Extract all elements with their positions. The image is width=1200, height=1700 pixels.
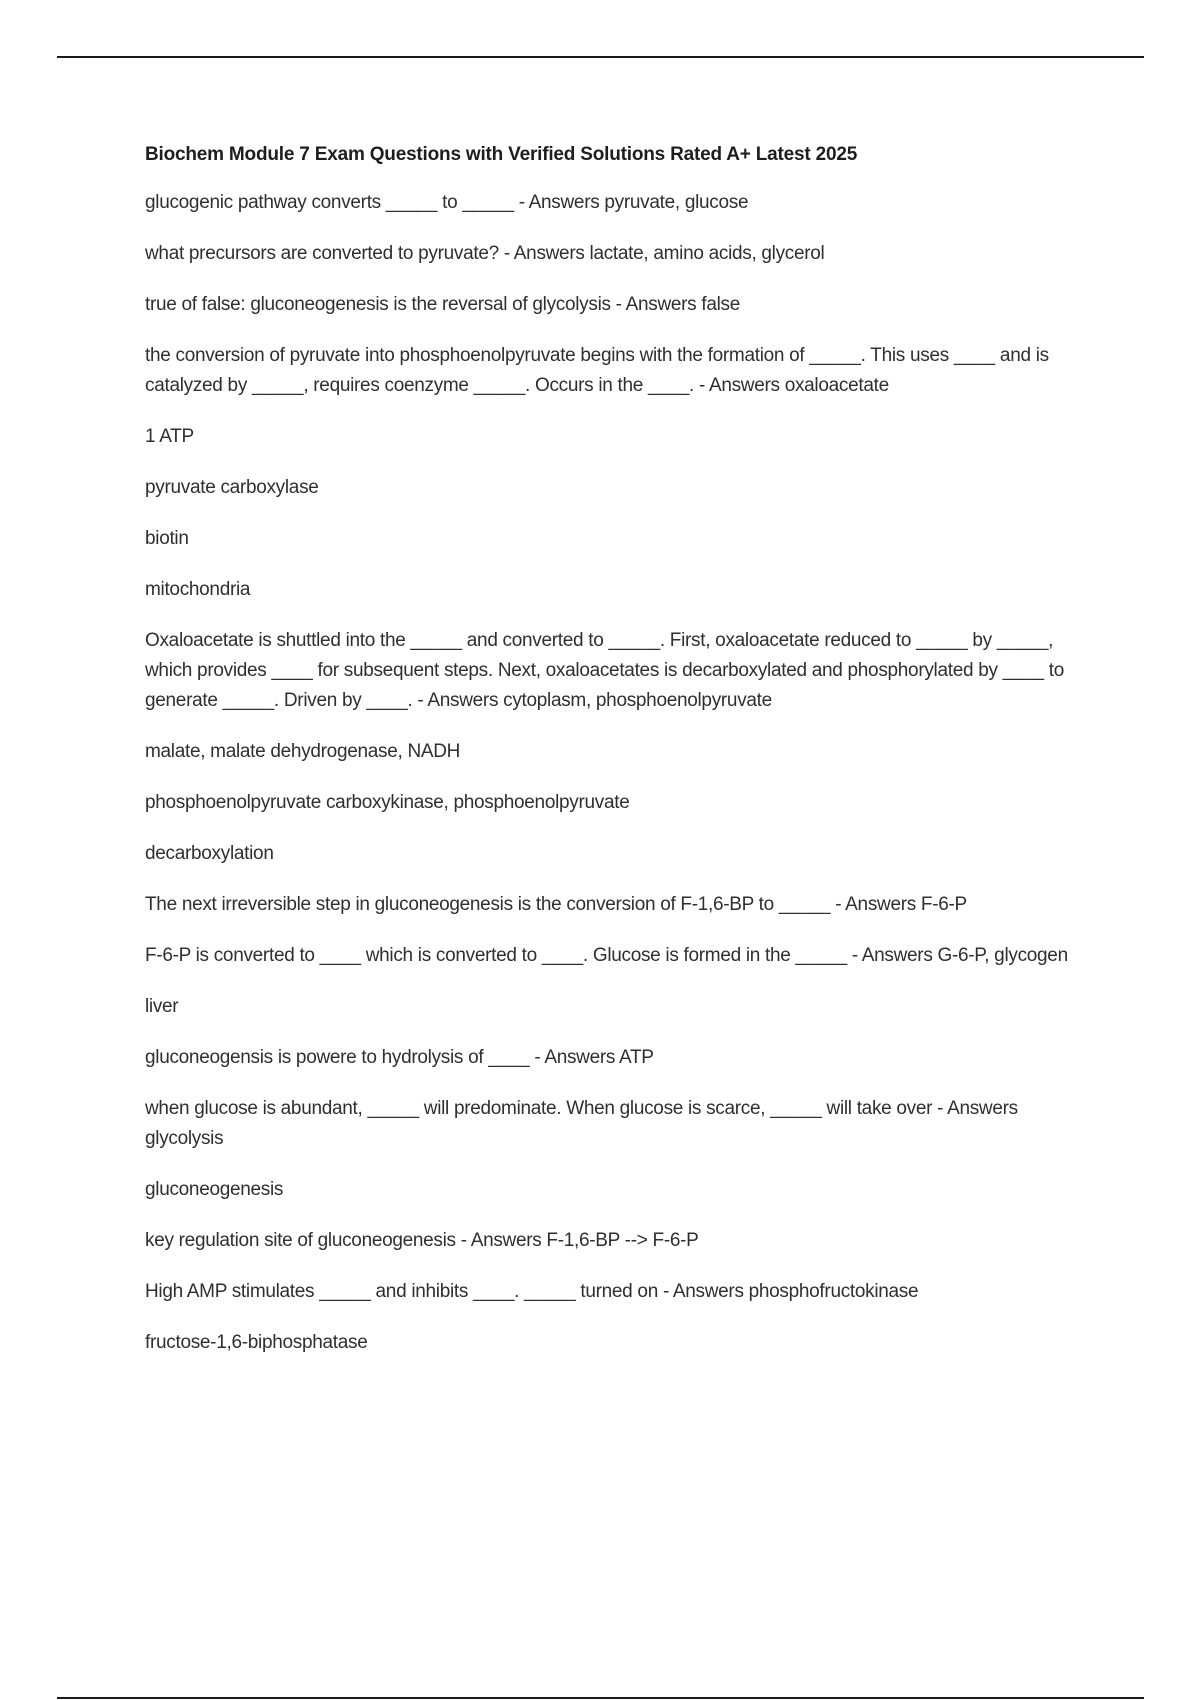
qa-paragraph: Oxaloacetate is shuttled into the _____ and converted to _____. First, oxaloacetate reduced to _____ by _____, which provides ____ for subsequent steps. Next, oxaloacetates is decarboxylated and phosphorylated by ____ to generate _____. Driven by ____. - Answers cytoplasm, phosphoenolpyruvate xyxy=(145,630,1069,711)
qa-paragraph: key regulation site of gluconeogenesis - Answers F-1,6-BP --> F-6-P xyxy=(145,1230,699,1251)
answer-line: pyruvate carboxylase xyxy=(145,477,319,498)
answer-line: biotin xyxy=(145,528,189,549)
qa-paragraph: High AMP stimulates _____ and inhibits ____. _____ turned on - Answers phosphofructokinase xyxy=(145,1281,919,1302)
document-body xyxy=(145,140,1085,1379)
document-title: Biochem Module 7 Exam Questions with Verified Solutions Rated A+ Latest 2025 xyxy=(145,144,858,165)
answer-line: mitochondria xyxy=(145,579,251,600)
qa-paragraph: what precursors are converted to pyruvate? - Answers lactate, amino acids, glycerol xyxy=(145,243,825,264)
qa-paragraph: true of false: gluconeogenesis is the reversal of glycolysis - Answers false xyxy=(145,294,740,315)
answer-line: gluconeogenesis xyxy=(145,1179,284,1200)
qa-paragraph: glucogenic pathway converts _____ to _____ - Answers pyruvate, glucose xyxy=(145,192,749,213)
answer-line: phosphoenolpyruvate carboxykinase, phosphoenolpyruvate xyxy=(145,792,630,813)
answer-line: malate, malate dehydrogenase, NADH xyxy=(145,741,461,762)
answer-line: decarboxylation xyxy=(145,843,274,864)
answer-line: liver xyxy=(145,996,179,1017)
answer-line: 1 ATP xyxy=(145,426,194,447)
answer-line: fructose-1,6-biphosphatase xyxy=(145,1332,368,1353)
qa-paragraph: gluconeogensis is powere to hydrolysis of ____ - Answers ATP xyxy=(145,1047,654,1068)
qa-paragraph: when glucose is abundant, _____ will predominate. When glucose is scarce, _____ will take over - Answers glycolysis xyxy=(145,1098,1023,1149)
qa-paragraph: F-6-P is converted to ____ which is converted to ____. Glucose is formed in the _____ - Answers G-6-P, glycogen xyxy=(145,945,1068,966)
bottom-rule xyxy=(57,1697,1144,1699)
top-rule xyxy=(57,56,1144,58)
qa-paragraph: The next irreversible step in gluconeogenesis is the conversion of F-1,6-BP to _____ - Answers F-6-P xyxy=(145,894,967,915)
qa-paragraph: the conversion of pyruvate into phosphoenolpyruvate begins with the formation of _____. This uses ____ and is catalyzed by _____, requires coenzyme _____. Occurs in the ____. - Answers oxaloacetate xyxy=(145,345,1054,396)
